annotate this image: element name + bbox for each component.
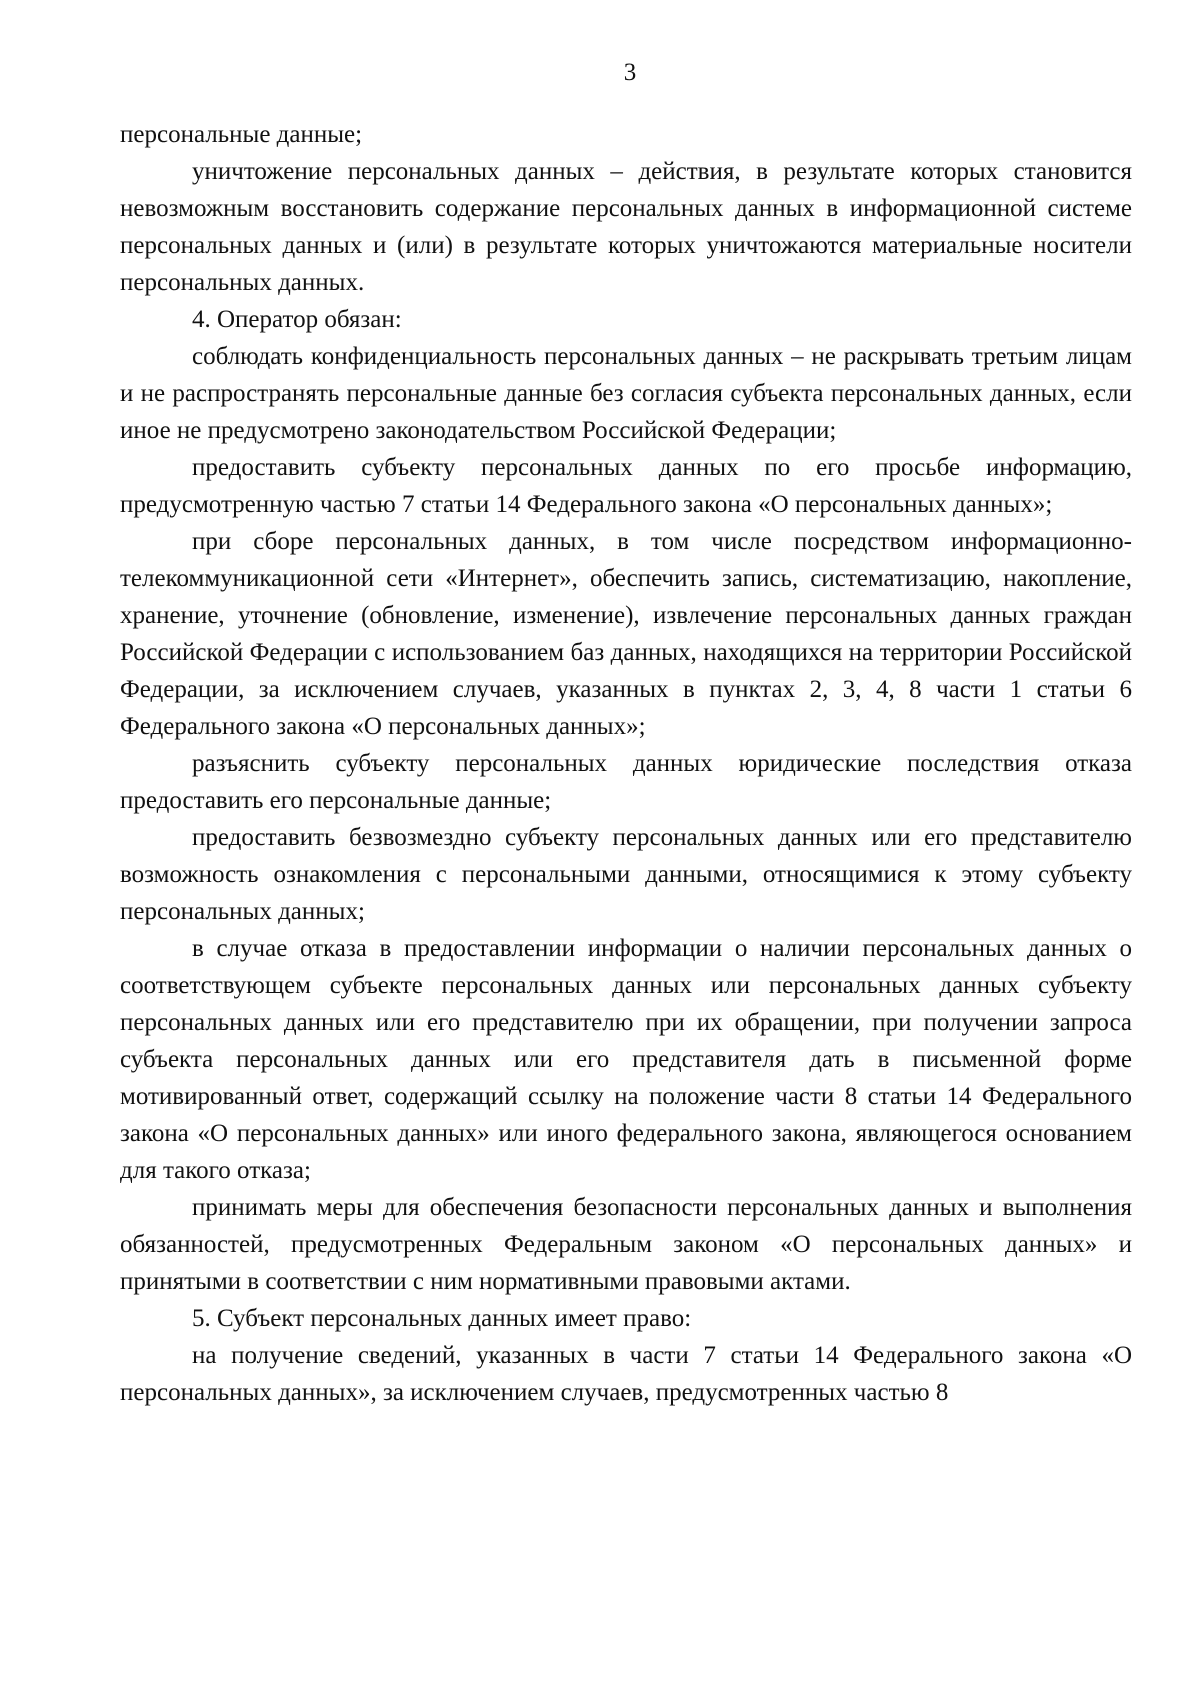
paragraph-right-to-information: на получение сведений, указанных в части 7 статьи 14 Федерального закона «О персональных данных», за исключением случаев, предусмотренных частью 8 [120, 1342, 1132, 1406]
section-heading-operator-obligations: 4. Оператор обязан: [192, 306, 402, 333]
paragraph-explain-consequences: разъяснить субъекту персональных данных юридические последствия отказа предоставить его персональные данные; [120, 750, 1132, 814]
section-heading-subject-rights: 5. Субъект персональных данных имеет право: [192, 1305, 692, 1332]
paragraph-security-measures: принимать меры для обеспечения безопасности персональных данных и выполнения обязанностей, предусмотренных Федеральным законом «О персональных данных» и принятыми в соответствии с ним нормативными правовыми актами. [120, 1194, 1132, 1295]
paragraph-continuation: персональные данные; [120, 121, 363, 148]
paragraph-provide-information: предоставить субъекту персональных данных по его просьбе информацию, предусмотренную частью 7 статьи 14 Федерального закона «О персональных данных»; [120, 454, 1132, 518]
paragraph-data-collection: при сборе персональных данных, в том числе посредством информационно-телекоммуникационной сети «Интернет», обеспечить запись, систематизацию, накопление, хранение, уточнение (обновление, изменение), извлечение персональных данных граждан Российской Федерации с использованием баз данных, находящихся на территории Российской Федерации, за исключением случаев, указанных в пунктах 2, 3, 4, 8 части 1 статьи 6 Федерального закона «О персональных данных»; [120, 528, 1132, 740]
paragraph-free-access: предоставить безвозмездно субъекту персональных данных или его представителю возможность ознакомления с персональными данными, относящимися к этому субъекту персональных данных; [120, 824, 1132, 925]
paragraph-confidentiality: соблюдать конфиденциальность персональных данных – не раскрывать третьим лицам и не распространять персональные данные без согласия субъекта персональных данных, если иное не предусмотрено законодательством Российской Федерации; [120, 343, 1132, 444]
page-number: 3 [623, 59, 637, 86]
document-body [120, 116, 1132, 1411]
paragraph-definition-destruction: уничтожение персональных данных – действия, в результате которых становится невозможным восстановить содержание персональных данных в информационной системе персональных данных и (или) в результате которых уничтожаются материальные носители персональных данных. [120, 158, 1132, 296]
paragraph-refusal-response: в случае отказа в предоставлении информации о наличии персональных данных о соответствующем субъекте персональных данных или персональных данных субъекту персональных данных или его представителю при их обращении, при получении запроса субъекта персональных данных или его представителя дать в письменной форме мотивированный ответ, содержащий ссылку на положение части 8 статьи 14 Федерального закона «О персональных данных» или иного федерального закона, являющегося основанием для такого отказа; [120, 935, 1132, 1184]
